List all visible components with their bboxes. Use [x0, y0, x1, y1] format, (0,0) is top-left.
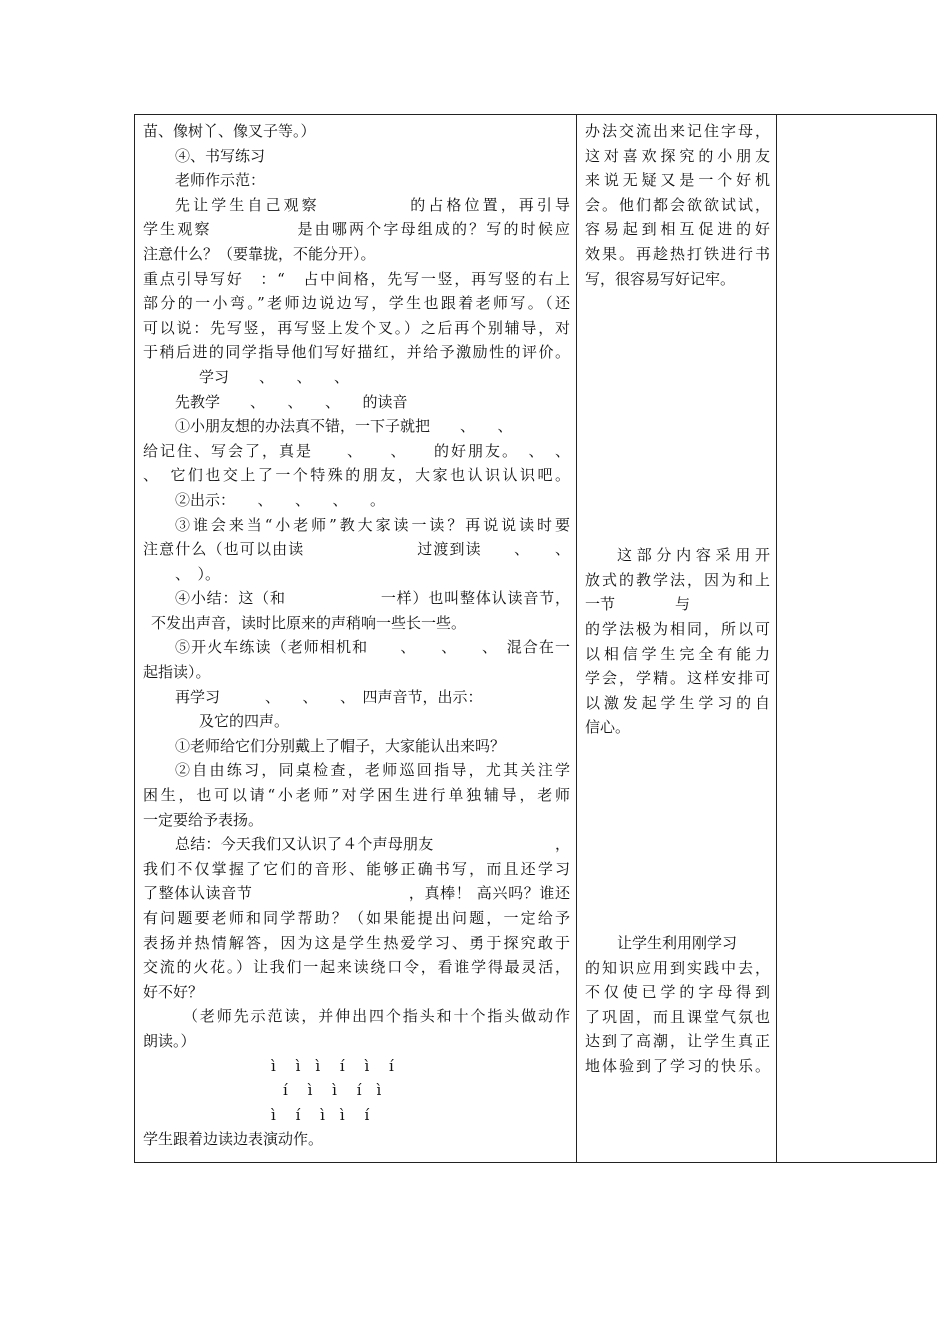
- text-line: 部分的一小弯。”老师边说边写，学生也跟着老师写。（还: [143, 294, 570, 313]
- note-line: 这部分内容采用开: [617, 546, 770, 565]
- text-line: ③谁会来当“小老师”教大家读一读？再说说读时要: [175, 515, 570, 534]
- text-line: 学生跟着边读边表演动作。: [143, 1130, 324, 1149]
- text-line: 我们不仅掌握了它们的音形、能够正确书写，而且还学习: [143, 859, 570, 878]
- teaching-process-text: [135, 115, 576, 1162]
- note-line: 放式的教学法，因为和上: [585, 570, 770, 589]
- note-line: 不仅使已学的字母得到: [585, 983, 770, 1002]
- text-line: 、 它们也交上了一个特殊的朋友，大家也认识认识吧。: [143, 466, 570, 485]
- note-line: 的学法极为相同，所以可: [585, 619, 770, 638]
- teaching-process-cell: [135, 115, 577, 1163]
- text-line: 有问题要老师和同学帮助？（如果能提出问题，一定给予: [143, 909, 570, 927]
- text-line: ①老师给它们分别戴上了帽子，大家能认出来吗？: [175, 736, 506, 755]
- text-line: 表扬并热情解答，因为这是学生热爱学习、勇于探究敢于: [143, 933, 570, 952]
- text-line: ②自由练习，同桌检查，老师巡回指导，尤其关注学: [175, 761, 570, 780]
- note-line: 地体验到了学习的快乐。: [585, 1056, 770, 1075]
- text-line: 于稍后进的同学指导他们写好描红，并给予激励性的评价。: [143, 343, 570, 362]
- tone-mark-line: í ì ì í ì: [283, 1081, 382, 1100]
- note-line: 以相信学生完全有能力: [585, 644, 770, 663]
- note-line: 了巩固，而且课堂气氛也: [585, 1007, 770, 1026]
- text-line: ②出示： 、 、 、 。: [175, 490, 386, 509]
- note-line: 达到了高潮，让学生真正: [585, 1032, 770, 1051]
- lesson-plan-table: [134, 114, 937, 1163]
- text-line: 给记住、写会了，真是 、 、 的好朋友。 、 、: [143, 441, 570, 460]
- text-line: 、 ）。: [175, 564, 221, 583]
- tone-mark-line: ì í ì ì í: [271, 1105, 370, 1124]
- note-line: 学会，学精。这样安排可: [585, 669, 770, 688]
- design-intent-cell: [577, 115, 777, 1163]
- note-line: 信心。: [585, 718, 631, 737]
- tone-mark-line: ì ì ì í ì í: [271, 1056, 394, 1075]
- note-line: 这对喜欢探究的小朋友: [585, 146, 770, 165]
- text-line: （老师先示范读，并伸出四个指头和十个指头做动作: [183, 1007, 570, 1026]
- text-line: 一定要给予表扬。: [143, 810, 264, 829]
- text-line: 注意什么（也可以由读 过渡到读 、 、: [143, 540, 570, 559]
- note-line: 让学生利用刚学习: [617, 933, 738, 952]
- design-intent-text: [577, 115, 776, 1162]
- note-line: 办法交流出来记住字母，: [585, 122, 770, 140]
- note-line: 会。他们都会欲欲试试，: [585, 195, 770, 214]
- spacer: [585, 291, 770, 543]
- text-line: 困生，也可以请“小老师”对学困生进行单独辅导，老师: [143, 786, 570, 805]
- text-line: 注意什么？（要靠拢，不能分开）。: [143, 244, 376, 263]
- table-row: [135, 115, 937, 1163]
- text-line: 可以说：先写竖，再写竖上发个叉。）之后再个别辅导，对: [143, 318, 570, 337]
- text-line: 好不好？: [143, 982, 204, 1001]
- spacer: [585, 740, 770, 931]
- text-line: 总结：今天我们又认识了４个声母朋友 ，: [175, 835, 570, 854]
- note-line: 来说无疑又是一个好机: [585, 171, 770, 190]
- text-line: 朗读。）: [143, 1031, 196, 1050]
- text-line: 学生观察 是由哪两个字母组成的？写的时候应: [143, 220, 570, 239]
- note-line: 效果。再趁热打铁进行书: [585, 244, 770, 263]
- text-line: ④小结：这（和 一样）也叫整体认读音节，: [175, 589, 570, 608]
- note-line: 一节 与: [585, 595, 691, 614]
- text-line: ⑤开火车练读（老师相机和 、 、 、 混合在一: [175, 638, 570, 657]
- text-line: 交流的火花。）让我们一起来读绕口令，看谁学得最灵活，: [143, 958, 570, 977]
- text-line: ④、书写练习: [175, 146, 266, 165]
- empty-remarks-cell: [777, 115, 937, 1163]
- text-line: 了整体认读音节 ，真棒！ 高兴吗？谁还: [143, 884, 570, 903]
- text-line: 先教学 、 、 、 的读音: [175, 392, 408, 411]
- text-line: 老师作示范：: [175, 171, 266, 190]
- text-line: 起指读）。: [143, 663, 211, 682]
- text-line: 不发出声音，读时比原来的声稍响一些长一些。: [151, 613, 467, 632]
- note-line: 容易起到相互促进的好: [585, 220, 770, 239]
- text-line: 先让学生自己观察 的占格位置，再引导: [175, 195, 570, 214]
- text-line: ①小朋友想的办法真不错，一下子就把 、 、: [175, 417, 513, 436]
- text-line: 苗、像树丫、像叉子等。）: [143, 122, 316, 140]
- text-line: 再学习 、 、 、 四声音节，出示：: [175, 687, 483, 706]
- note-line: 写，很容易写好记牢。: [585, 269, 736, 288]
- note-line: 的知识应用到实践中去，: [585, 958, 770, 977]
- text-line: 学习 、 、 、: [199, 367, 350, 386]
- text-line: 重点引导写好 ：“ 占中间格，先写一竖，再写竖的右上: [143, 269, 570, 288]
- text-line: 及它的四声。: [199, 712, 290, 731]
- note-line: 以激发起学生学习的自: [585, 693, 770, 712]
